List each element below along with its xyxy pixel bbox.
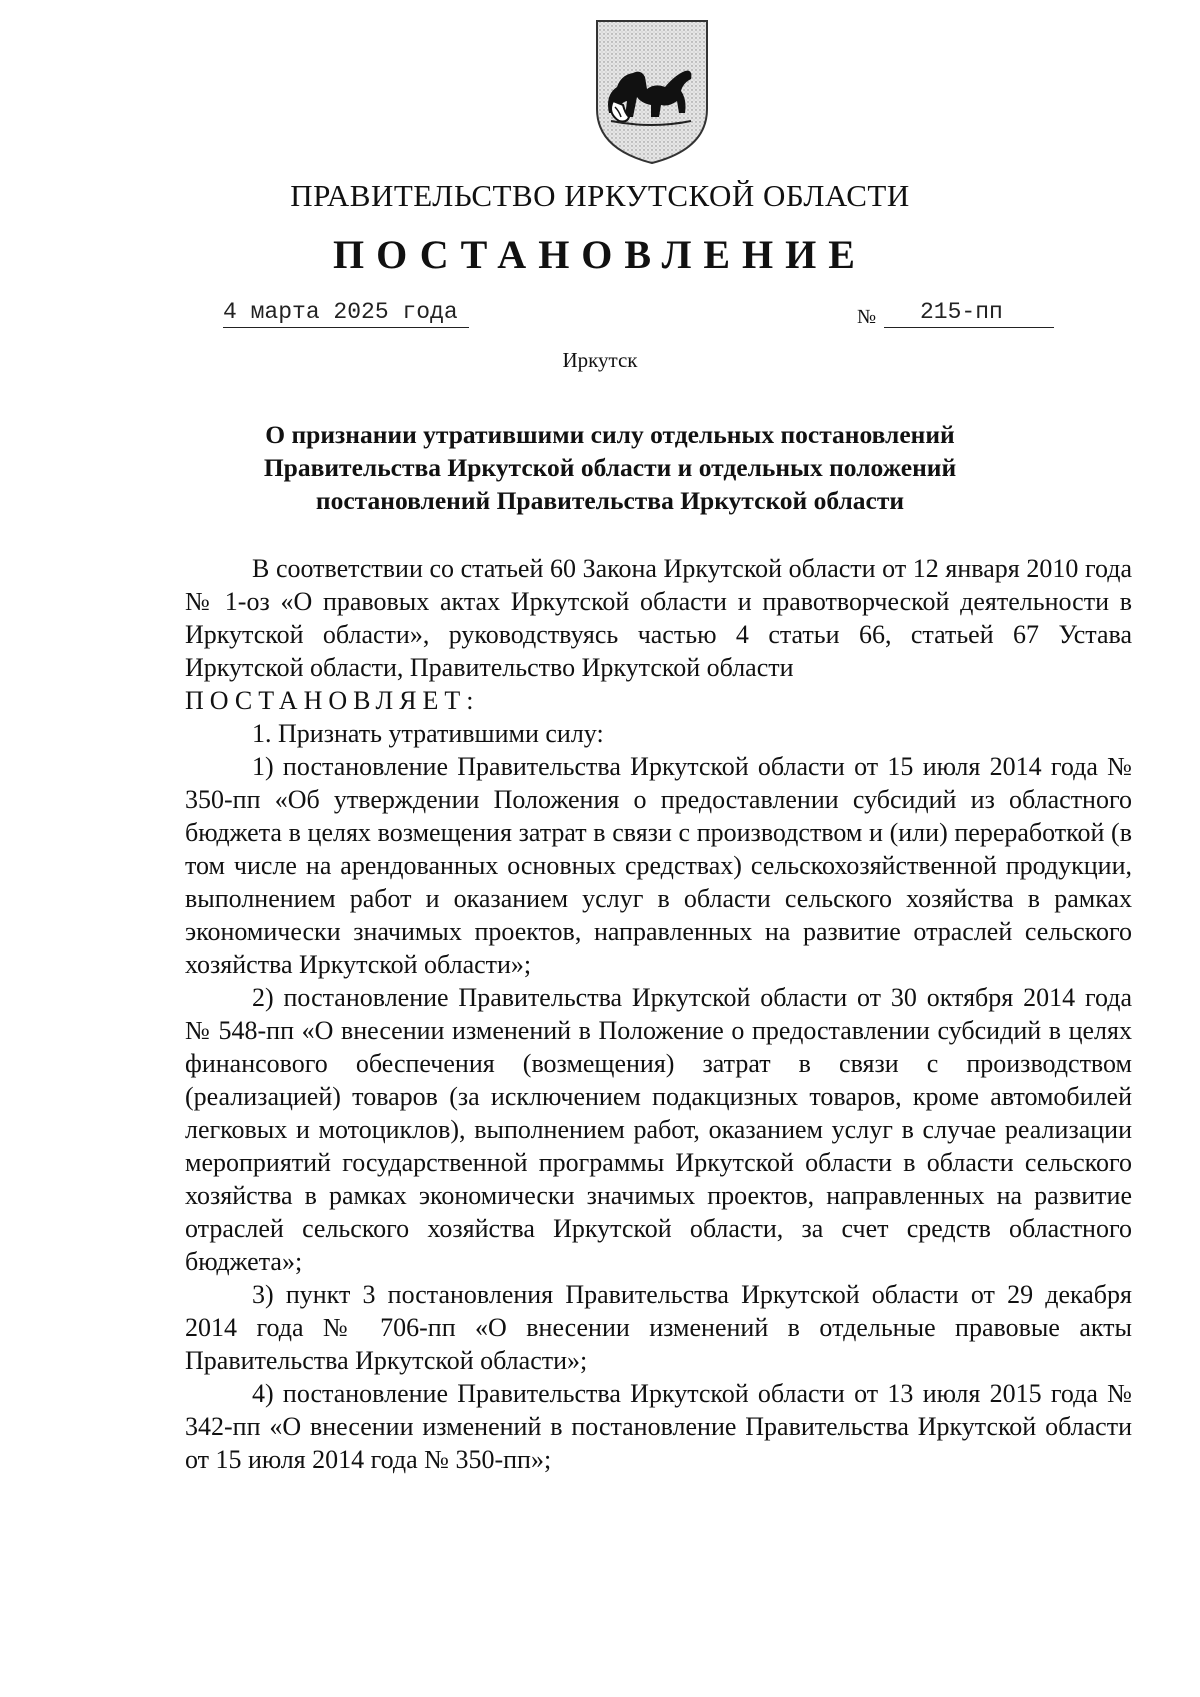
- list-item: 4) постановление Правительства Иркутской области от 13 июля 2015 года № 342-пп «О внесении изменений в постановление Правительства Иркутской области от 15 июля 2014 года № 350-пп»;: [185, 1379, 1132, 1474]
- preamble-paragraph: В соответствии со статьей 60 Закона Иркутской области от 12 января 2010 года № 1-оз «О правовых актах Иркутской области и правотворческой деятельности в Иркутской области», руководствуясь частью 4 статьи 66, статьей 67 Устава Иркутской области, Правительство Иркутской области: [185, 554, 1132, 682]
- date-field: [223, 297, 469, 328]
- document-body: [185, 552, 1132, 1476]
- government-name: ПРАВИТЕЛЬСТВО ИРКУТСКОЙ ОБЛАСТИ: [290, 178, 910, 213]
- number-field: [884, 297, 1054, 328]
- clause-1: 1. Признать утратившими силу:: [252, 719, 604, 748]
- document-title: [180, 418, 1040, 517]
- list-item: 3) пункт 3 постановления Правительства Иркутской области от 29 декабря 2014 года № 706-пп «О внесении изменений в отдельные правовые акты Правительства Иркутской области»;: [185, 1280, 1132, 1375]
- document-date: 4 марта 2025 года: [223, 299, 458, 325]
- city: Иркутск: [562, 348, 638, 372]
- title-line-2: Правительства Иркутской области и отдельных положений: [263, 453, 957, 482]
- list-item: 1) постановление Правительства Иркутской области от 15 июля 2014 года № 350-пп «Об утверждении Положения о предоставлении субсидий из областного бюджета в целях возмещения затрат в связи с производством и (или) переработкой (в том числе на арендованных основных средствах) сельскохозяйственной продукции, выполнением работ и оказанием услуг в области сельского хозяйства в рамках экономически значимых проектов, направленных на развитие отраслей сельского хозяйства Иркутской области»;: [185, 752, 1132, 979]
- number-sign: №: [857, 306, 877, 328]
- list-item: 2) постановление Правительства Иркутской области от 30 октября 2014 года № 548-пп «О внесении изменений в Положение о предоставлении субсидий в целях финансового обеспечения (возмещения) затрат в связи с производством (реализацией) товаров (за исключением подакцизных товаров, кроме автомобилей легковых и мотоциклов), выполнением работ, оказанием услуг в случае реализации мероприятий государственной программы Иркутской области в области сельского хозяйства в рамках экономически значимых проектов, направленных на развитие отраслей сельского хозяйства Иркутской области, за счет средств областного бюджета»;: [185, 983, 1132, 1276]
- document-type: ПОСТАНОВЛЕНИЕ: [333, 232, 867, 277]
- resolves-heading: ПОСТАНОВЛЯЕТ:: [185, 686, 480, 715]
- document-number: 215-пп: [920, 299, 1003, 325]
- title-line-1: О признании утратившими силу отдельных постановлений: [265, 420, 955, 449]
- coat-of-arms-icon: [591, 17, 713, 167]
- title-line-3: постановлений Правительства Иркутской области: [315, 486, 905, 515]
